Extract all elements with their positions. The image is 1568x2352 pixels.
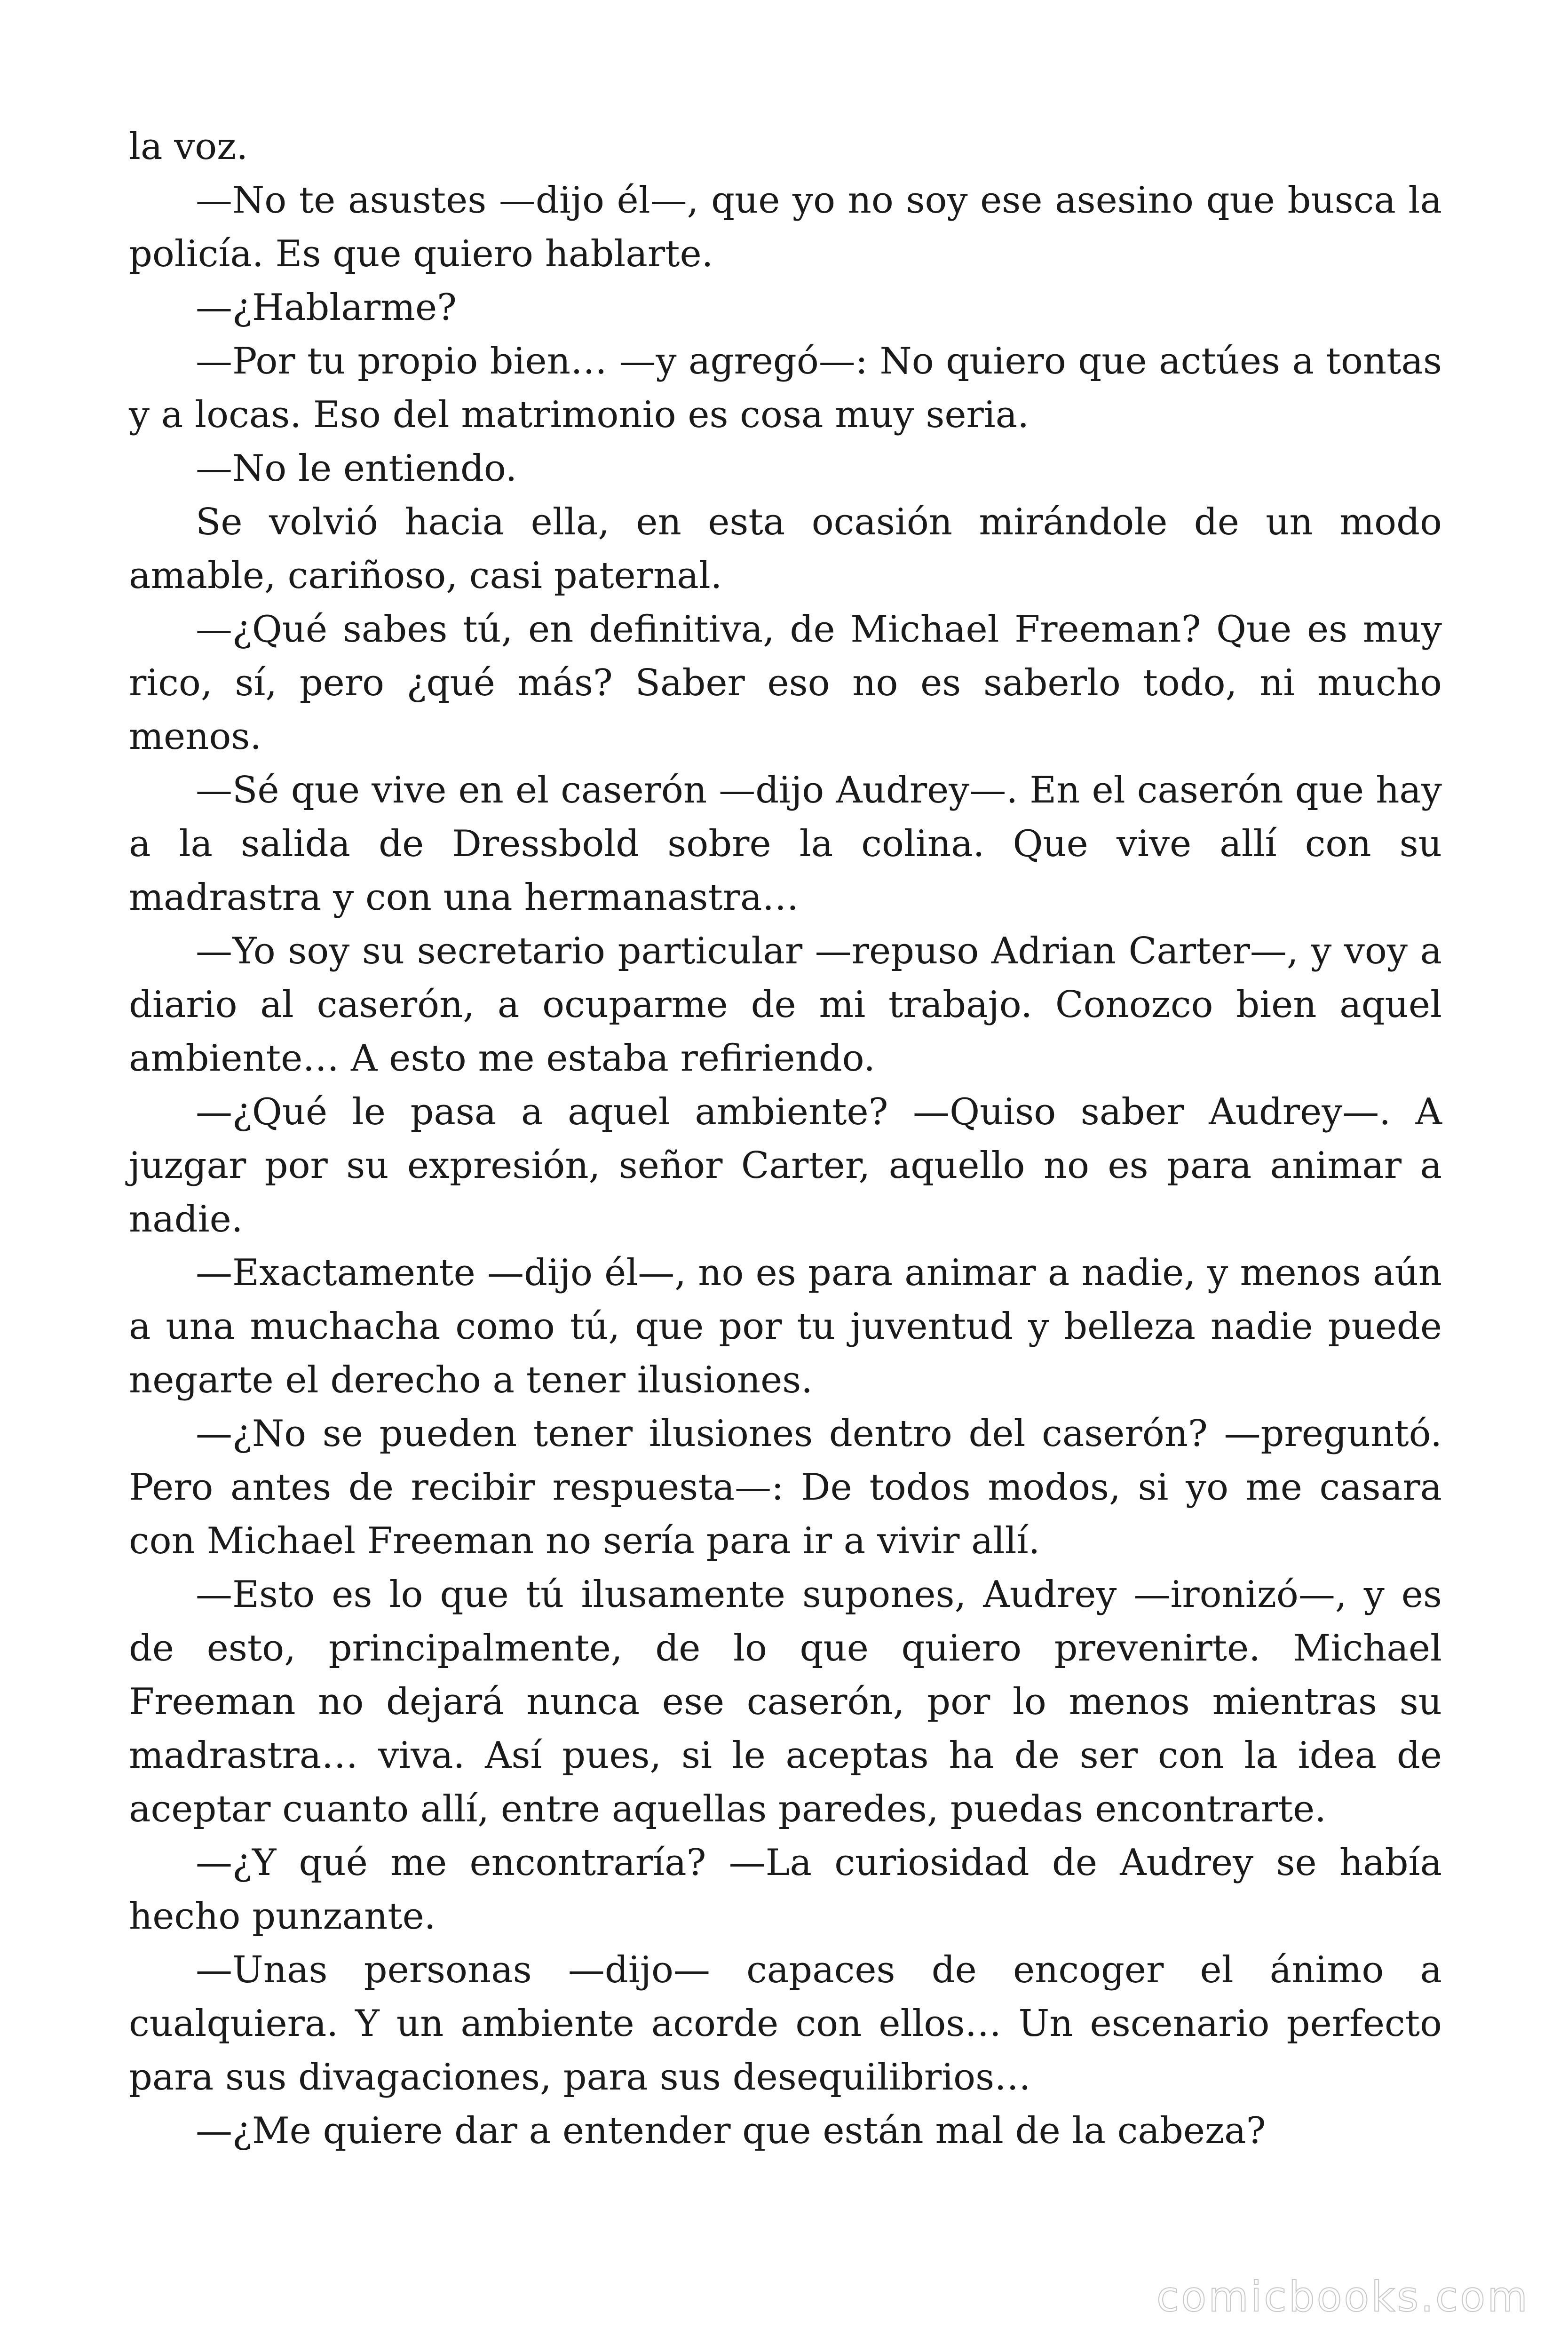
watermark: comicbooks.com: [1156, 2273, 1529, 2321]
paragraph: —Unas personas —dijo— capaces de encoger el ánimo a cualquiera. Y un ambiente acorde con ellos… Un escenario perfecto para sus divagaciones, para sus desequilibrios…: [129, 1949, 1442, 2098]
paragraph: —Sé que vive en el caserón —dijo Audrey—. En el caserón que hay a la salida de Dressbold sobre la colina. Que vive allí con su madrastra y con una hermanastra…: [129, 769, 1442, 919]
paragraph: Se volvió hacia ella, en esta ocasión mirándole de un modo amable, cariñoso, casi paternal.: [129, 501, 1442, 597]
paragraph: —¿Qué le pasa a aquel ambiente? —Quiso saber Audrey—. A juzgar por su expresión, señor Carter, aquello no es para animar a nadie.: [129, 1091, 1442, 1240]
paragraph: —No le entiendo.: [196, 447, 517, 490]
paragraph: —¿No se pueden tener ilusiones dentro del caserón? —preguntó. Pero antes de recibir respuesta—: De todos modos, si yo me casara con Michael Freeman no sería para ir a vivir allí.: [129, 1413, 1442, 1562]
paragraph: —¿Hablarme?: [196, 286, 457, 329]
paragraph: —No te asustes —dijo él—, que yo no soy ese asesino que busca la policía. Es que quiero hablarte.: [129, 179, 1442, 275]
paragraph: —Esto es lo que tú ilusamente supones, Audrey —ironizó—, y es de esto, principalmente, de lo que quiero prevenirte. Michael Freeman no dejará nunca ese caserón, por lo menos mientras su madrastra… viva. Así pues, si le aceptas ha de ser con la idea de aceptar cuanto allí, entre aquellas paredes, puedas encontrarte.: [129, 1573, 1442, 1830]
paragraph: —¿Me quiere dar a entender que están mal de la cabeza?: [196, 2110, 1266, 2152]
page-body: [129, 120, 1442, 2158]
paragraph: —¿Qué sabes tú, en definitiva, de Michael Freeman? Que es muy rico, sí, pero ¿qué más? Saber eso no es saberlo todo, ni mucho menos.: [129, 608, 1442, 758]
paragraph: —Yo soy su secretario particular —repuso Adrian Carter—, y voy a diario al caserón, a ocuparme de mi trabajo. Conozco bien aquel ambiente… A esto me estaba refiriendo.: [129, 930, 1442, 1080]
paragraph: —¿Y qué me encontraría? —La curiosidad de Audrey se había hecho punzante.: [129, 1842, 1442, 1938]
paragraph: —Por tu propio bien… —y agregó—: No quiero que actúes a tontas y a locas. Eso del matrimonio es cosa muy seria.: [129, 340, 1442, 436]
paragraph: —Exactamente —dijo él—, no es para animar a nadie, y menos aún a una muchacha como tú, que por tu juventud y belleza nadie puede negarte el derecho a tener ilusiones.: [129, 1252, 1442, 1401]
paragraph: la voz.: [129, 126, 248, 168]
